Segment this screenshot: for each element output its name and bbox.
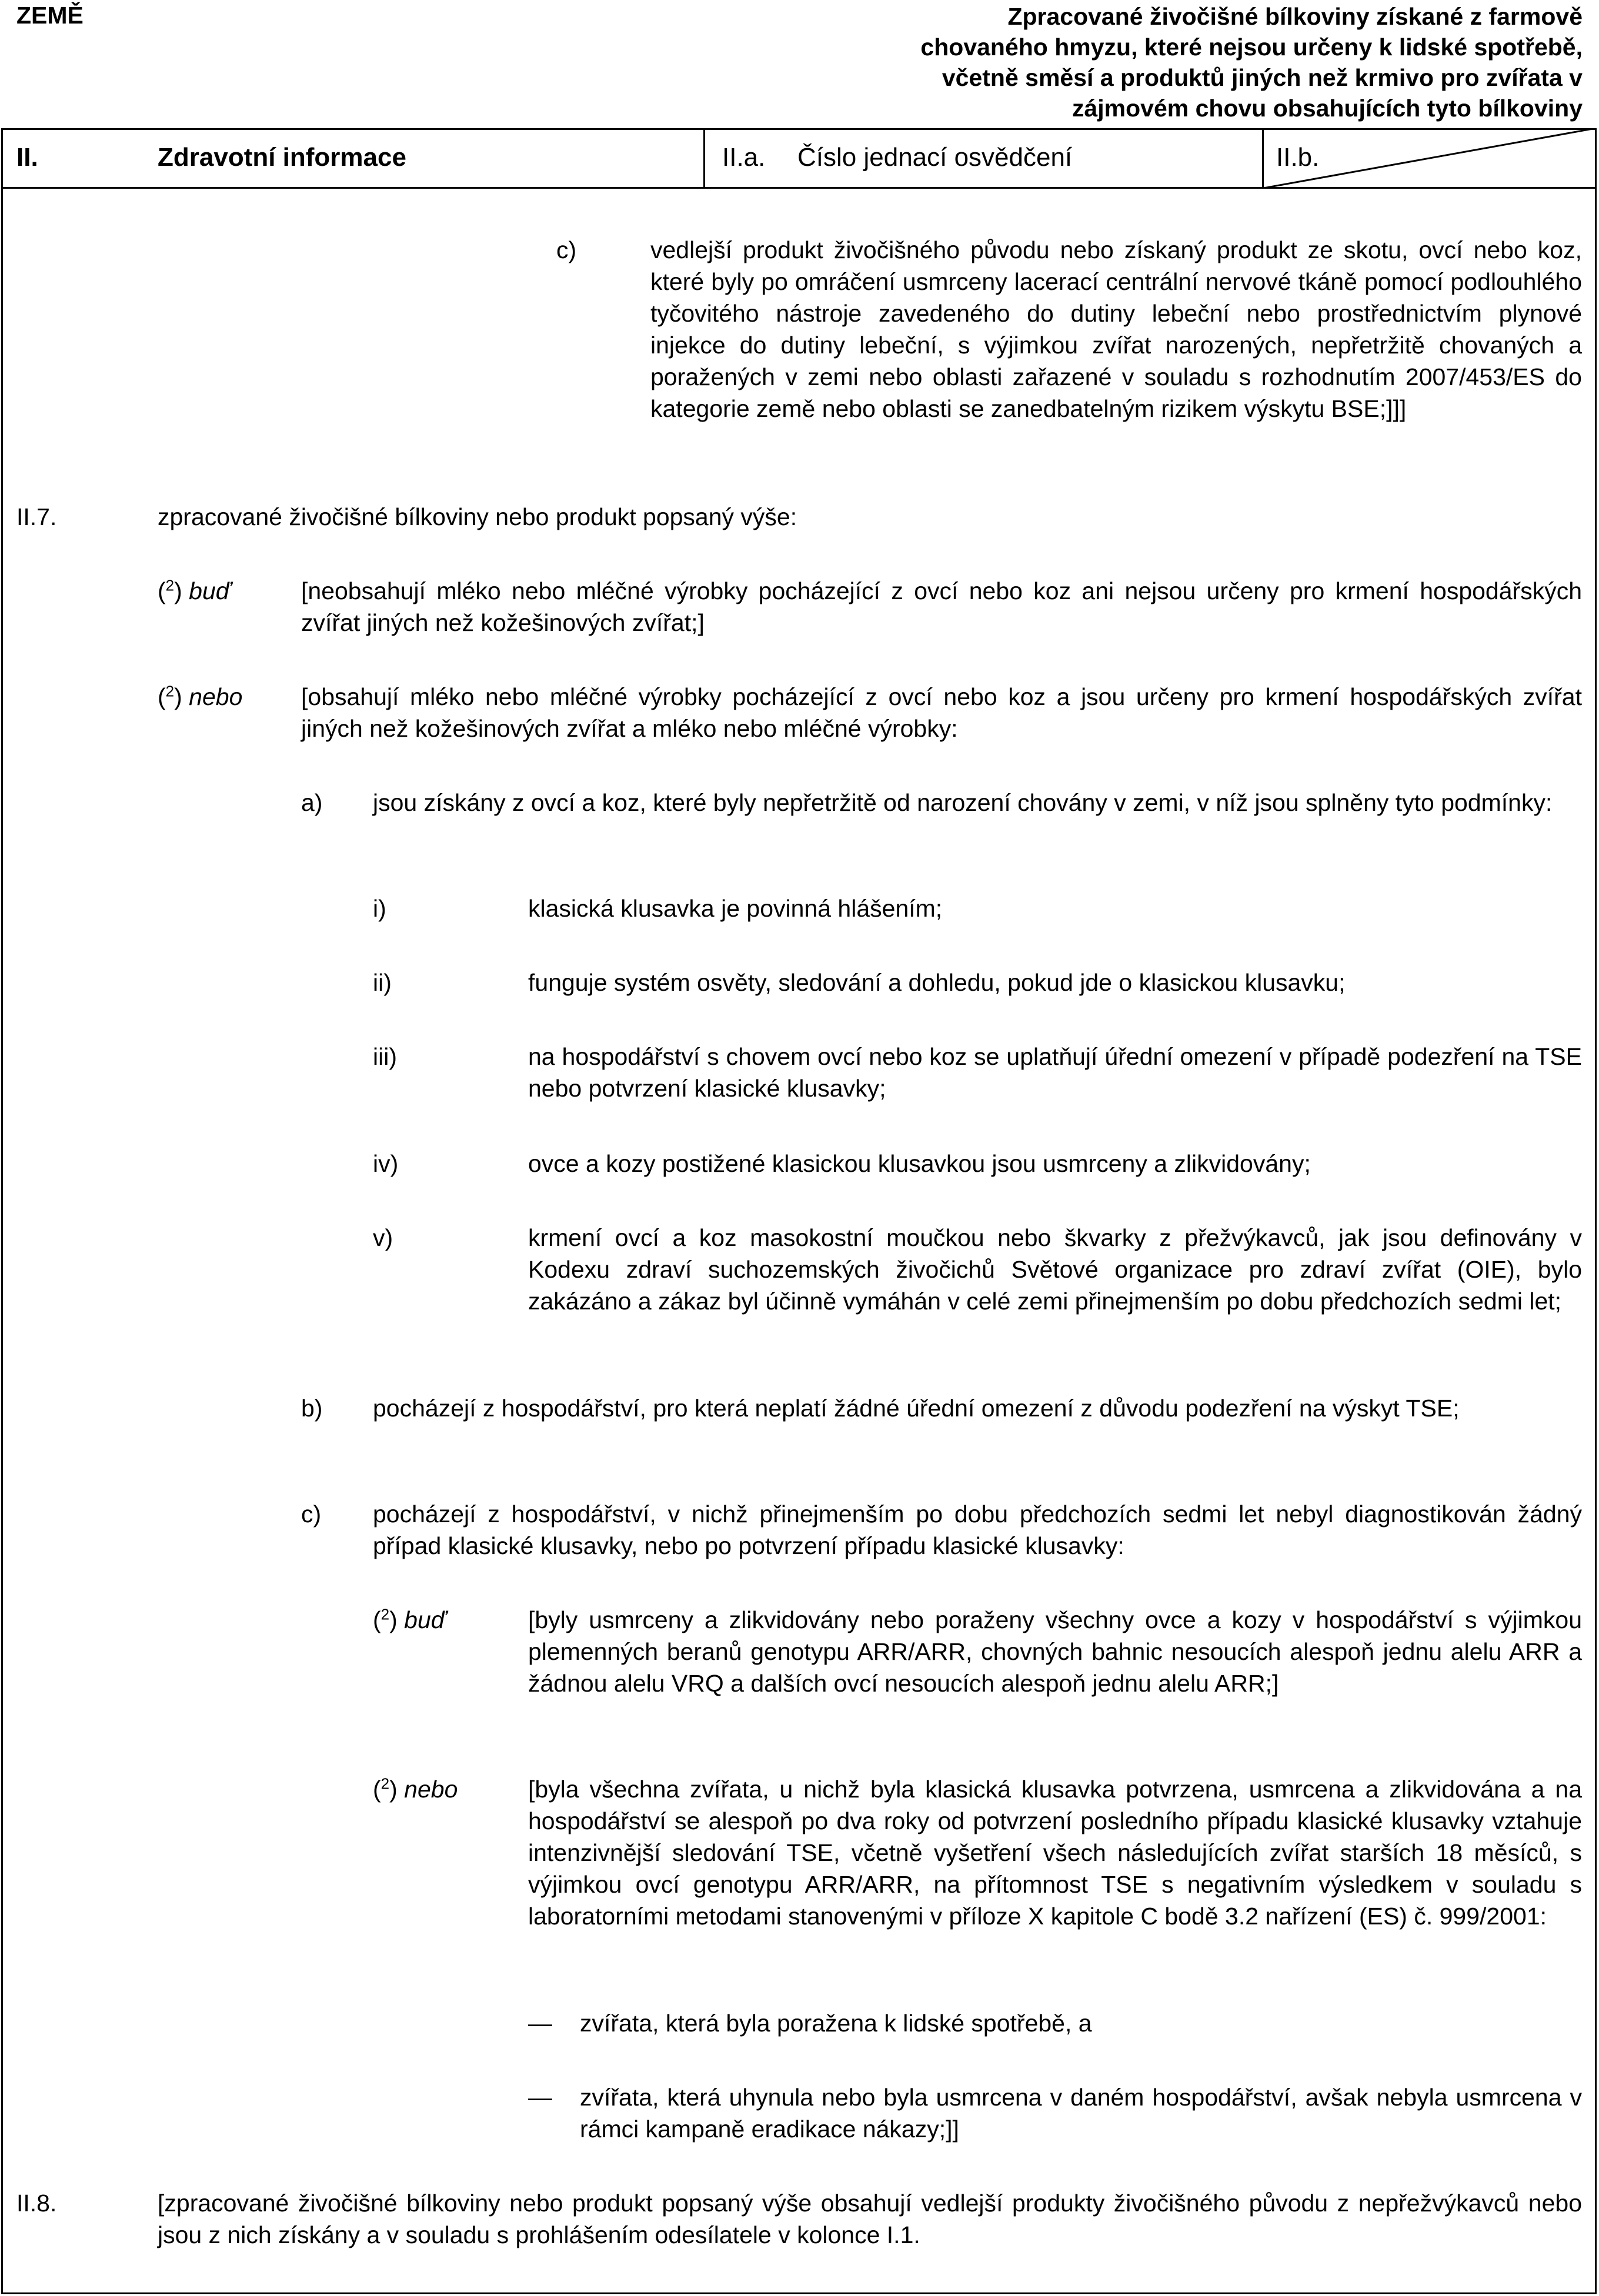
dash-mark: — [528, 2010, 552, 2037]
section-title: Zdravotní informace [158, 143, 406, 172]
subitem-label: iii) [373, 1043, 397, 1070]
clause-label: c) [301, 1500, 322, 1528]
dash-item-text: zvířata, která uhynula nebo byla usmrcena v daném hospodářství, avšak nebyla usmrcena v rámci kampaně eradikace nákazy;]] [580, 2084, 1582, 2143]
footnote-ref: 2 [380, 1605, 390, 1623]
subitem-text: krmení ovcí a koz masokostní moučkou nebo škvarky z přežvýkavců, jak jsou definovány v Kodexu zdraví suchozemských živočichů Světové organizace pro zdraví zvířat (OIE), bylo zakázáno a zákaz byl účinně vymáhán v celé zemi přinejmenším po dobu předchozích sedmi let; [528, 1224, 1582, 1315]
option-word: nebo [404, 1776, 458, 1803]
point-text: [zpracované živočišné bílkoviny nebo produkt popsaný výše obsahují vedlejší produkty živočišného původu z nepřežvýkavců nebo jsou z nich získány a v souladu s prohlášením odesílatele v kolonce I.1. [158, 2190, 1582, 2248]
country-label: ZEMĚ [16, 2, 84, 29]
subitem-text: na hospodářství s chovem ovcí nebo koz se uplatňují úřední omezení v případě podezření na TSE nebo potvrzení klasické klusavky; [528, 1043, 1582, 1102]
dash-mark: — [528, 2084, 552, 2111]
point-number: II.8. [16, 2190, 57, 2217]
clause-text: pocházejí z hospodářství, pro která neplatí žádné úřední omezení z důvodu podezření na výskyt TSE; [373, 1395, 1460, 1422]
option-word: buď [189, 577, 231, 604]
subitem-text: ovce a kozy postižené klasickou klusavkou jsou usmrceny a zlikvidovány; [528, 1150, 1311, 1177]
content-frame [1, 128, 1597, 2294]
option-word: nebo [189, 683, 243, 710]
clause-label: b) [301, 1395, 323, 1422]
subitem-label: iv) [373, 1150, 399, 1177]
header-col-divider [703, 128, 705, 189]
footnote-ref: 2 [165, 576, 175, 594]
subitem-text: funguje systém osvěty, sledování a dohledu, pokud jde o klasickou klusavku; [528, 969, 1346, 996]
clause-label: a) [301, 789, 323, 816]
option-label: ($^2$) nebo [373, 1774, 458, 1803]
title-line: Zpracované živočišné bílkoviny získané z farmově [1007, 3, 1583, 30]
title-line: včetně směsí a produktů jiných než krmivo pro zvířata v [942, 64, 1583, 91]
cert-ref-label: II.a. [722, 143, 766, 172]
subitem-label: ii) [373, 969, 392, 996]
cert-ref-title: Číslo jednací osvědčení [797, 143, 1073, 172]
dash-item-text: zvířata, která byla poražena k lidské spotřebě, a [580, 2010, 1092, 2037]
point-text: zpracované živočišné bílkoviny nebo produkt popsaný výše: [158, 503, 797, 530]
title-line: chovaného hmyzu, které nejsou určeny k lidské spotřebě, [920, 34, 1583, 61]
option-text: [neobsahují mléko nebo mléčné výrobky pocházející z ovcí nebo koz ani nejsou určeny pro krmení hospodářských zvířat jiných než kožešinových zvířat;] [301, 577, 1582, 636]
option-label: ($^2$) nebo [158, 682, 243, 710]
subitem-label: i) [373, 895, 386, 922]
clause-text: jsou získány z ovcí a koz, které byly nepřetržitě od narození chovány v zemi, v níž jsou splněny tyto podmínky: [373, 789, 1553, 816]
section-number: II. [16, 143, 38, 172]
certificate-title [642, 1, 1583, 123]
option-word: buď [404, 1606, 446, 1633]
option-label: ($^2$) buď [158, 576, 231, 604]
option-label: ($^2$) buď [373, 1605, 446, 1633]
footnote-ref: 2 [165, 682, 175, 700]
subitem-label: v) [373, 1224, 393, 1251]
clause-label: c) [556, 236, 577, 263]
option-text: [byla všechna zvířata, u nichž byla klasická klusavka potvrzena, usmrcena a zlikvidována a na hospodářství se alespoň po dva roky od potvrzení posledního případu klasické klusavky vztahuje intenzivnější sledování TSE, včetně vyšetření všech následujících zvířat starších 18 měsíců, s výjimkou ovcí genotypu ARR/ARR, na přítomnost TSE s negativním výsledkem v souladu s laboratorními metodami stanovenými v příloze X kapitole C bodě 3.2 nařízení (ES) č. 999/2001: [528, 1776, 1582, 1930]
title-line: zájmovém chovu obsahujících tyto bílkoviny [1071, 95, 1583, 122]
option-text: [byly usmrceny a zlikvidovány nebo poraženy všechny ovce a kozy v hospodářství s výjimkou plemenných beranů genotypu ARR/ARR, chovných bahnic nesoucích alespoň jednu alelu ARR a žádnou alelu VRQ a dalších ovcí nesoucích alespoň jednu alelu ARR;] [528, 1606, 1582, 1697]
clause-text: vedlejší produkt živočišného původu nebo získaný produkt ze skotu, ovcí nebo koz, které byly po omráčení usmrceny lacerací centrální nervové tkáně pomocí podlouhlého tyčovitého nástroje zavedeného do dutiny lebeční nebo prostřednictvím plynové injekce do dutiny lebeční, s výjimkou zvířat narozených, nepřetržitě chovaných a poražených v zemi nebo oblasti zařazené v souladu s rozhodnutím 2007/453/ES do kategorie země nebo oblasti se zanedbatelným rizikem výskytu BSE;]]] [650, 236, 1582, 422]
clause-text: pocházejí z hospodářství, v nichž přinejmenším po dobu předchozích sedmi let nebyl diagnostikován žádný případ klasické klusavky, nebo po potvrzení případu klasické klusavky: [373, 1500, 1582, 1559]
subitem-text: klasická klusavka je povinná hlášením; [528, 895, 943, 922]
point-number: II.7. [16, 503, 57, 530]
iib-label: II.b. [1276, 143, 1320, 172]
option-text: [obsahují mléko nebo mléčné výrobky pocházející z ovcí nebo koz a jsou určeny pro krmení hospodářských zvířat jiných než kožešinových zvířat a mléko nebo mléčné výrobky: [301, 683, 1582, 742]
footnote-ref: 2 [380, 1774, 390, 1793]
